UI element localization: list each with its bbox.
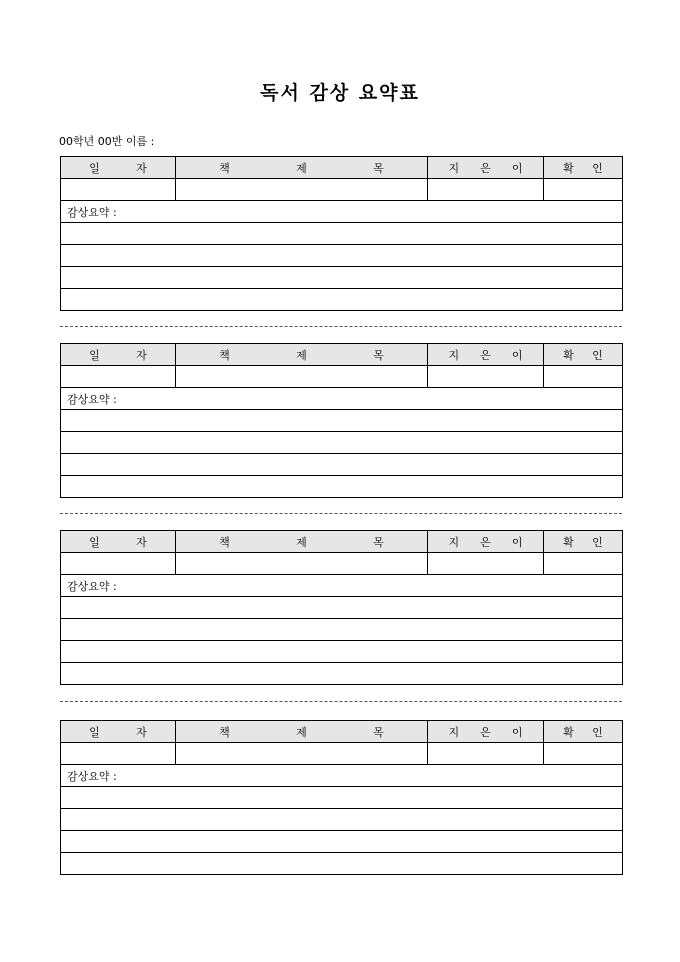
book-title-field[interactable] [176,366,428,388]
summary-line[interactable] [61,787,623,809]
record-table [60,156,623,311]
summary-line[interactable] [61,641,623,663]
header-char: 은 [480,161,491,175]
header-date [61,344,176,366]
header-author [428,531,544,553]
confirm-field[interactable] [544,553,623,575]
header-char: 목 [373,161,384,175]
summary-line[interactable] [61,853,623,875]
header-char: 제 [296,161,307,175]
header-char: 자 [136,161,147,175]
book-title-field[interactable] [176,743,428,765]
reading-record-3 [60,530,622,685]
book-title-field[interactable] [176,179,428,201]
student-info-line: 00학년 00반 이름 : [59,135,155,148]
header-char: 일 [89,725,100,739]
header-char: 책 [219,725,230,739]
header-author [428,721,544,743]
confirm-field[interactable] [544,743,623,765]
author-field[interactable] [428,366,544,388]
author-field[interactable] [428,553,544,575]
header-char: 책 [219,348,230,362]
header-char: 확 [563,535,574,549]
summary-line[interactable] [61,454,623,476]
header-char: 목 [373,725,384,739]
author-field[interactable] [428,743,544,765]
header-char: 이 [511,161,523,175]
page-title: 독서 감상 요약표 [260,82,420,104]
summary-line[interactable] [61,410,623,432]
summary-label: 감상요약 : [61,575,623,597]
summary-line[interactable] [61,619,623,641]
header-char: 자 [136,348,147,362]
summary-line[interactable] [61,476,623,498]
header-char: 은 [480,535,491,549]
header-book-title [176,721,428,743]
header-char: 이 [511,348,523,362]
book-title-field[interactable] [176,553,428,575]
header-char: 인 [592,348,603,362]
record-table [60,343,623,498]
summary-label: 감상요약 : [61,388,623,410]
header-char: 지 [448,161,460,175]
header-char: 일 [89,348,100,362]
header-char: 지 [448,725,460,739]
summary-line[interactable] [61,223,623,245]
header-confirm [544,531,623,553]
header-char: 책 [219,161,230,175]
header-char: 제 [296,725,307,739]
date-field[interactable] [61,743,176,765]
summary-line[interactable] [61,809,623,831]
header-book-title [176,157,428,179]
reading-record-2 [60,343,622,498]
header-char: 은 [480,348,491,362]
summary-label: 감상요약 : [61,201,623,223]
header-char: 일 [89,535,100,549]
date-field[interactable] [61,179,176,201]
header-char: 목 [373,535,384,549]
summary-line[interactable] [61,245,623,267]
summary-line[interactable] [61,289,623,311]
header-date [61,531,176,553]
header-date [61,157,176,179]
record-table [60,530,623,685]
header-confirm [544,344,623,366]
confirm-field[interactable] [544,179,623,201]
header-char: 확 [563,725,574,739]
cut-line-divider [60,701,622,702]
reading-record-4 [60,720,622,875]
summary-label: 감상요약 : [61,765,623,787]
summary-line[interactable] [61,597,623,619]
header-char: 제 [296,348,307,362]
cut-line-divider [60,326,622,327]
header-char: 목 [373,348,384,362]
header-author [428,344,544,366]
header-char: 인 [592,725,603,739]
header-char: 인 [592,161,603,175]
header-char: 지 [448,535,460,549]
header-book-title [176,344,428,366]
summary-line[interactable] [61,432,623,454]
header-char: 이 [511,725,523,739]
reading-record-1 [60,156,622,311]
header-char: 자 [136,535,147,549]
header-author [428,157,544,179]
confirm-field[interactable] [544,366,623,388]
header-char: 확 [563,161,574,175]
header-char: 일 [89,161,100,175]
cut-line-divider [60,513,622,514]
header-char: 자 [136,725,147,739]
header-char: 제 [296,535,307,549]
header-confirm [544,721,623,743]
header-char: 확 [563,348,574,362]
header-char: 은 [480,725,491,739]
record-table [60,720,623,875]
header-char: 지 [448,348,460,362]
summary-line[interactable] [61,663,623,685]
header-book-title [176,531,428,553]
date-field[interactable] [61,553,176,575]
header-date [61,721,176,743]
header-confirm [544,157,623,179]
header-char: 인 [592,535,603,549]
header-char: 이 [511,535,523,549]
header-char: 책 [219,535,230,549]
date-field[interactable] [61,366,176,388]
summary-line[interactable] [61,267,623,289]
author-field[interactable] [428,179,544,201]
summary-line[interactable] [61,831,623,853]
